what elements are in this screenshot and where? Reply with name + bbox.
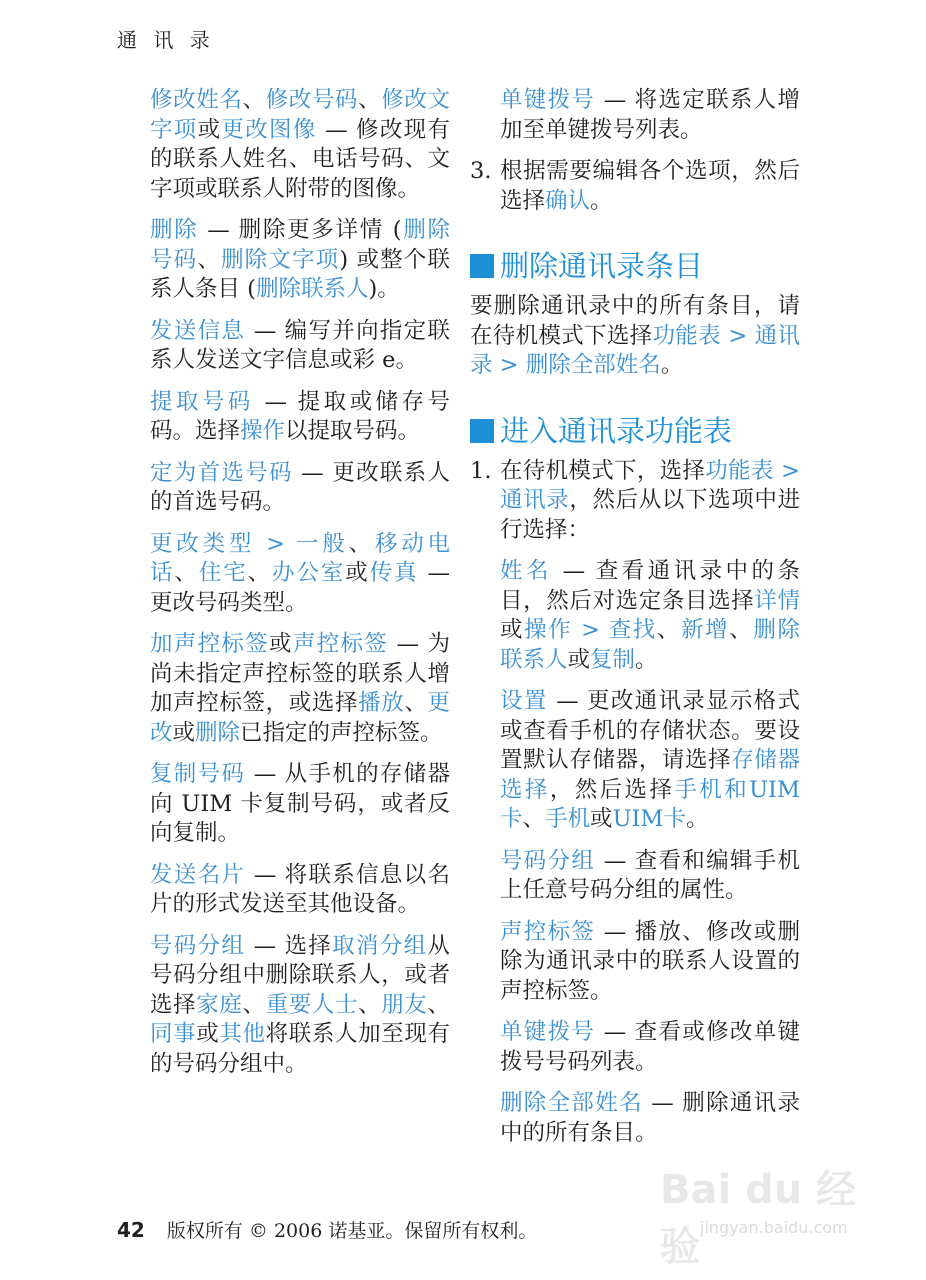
menu-term: >: [572, 617, 609, 643]
text-run: 或: [172, 719, 196, 746]
text-run: 、: [242, 991, 266, 1018]
text-run: 或: [196, 1021, 220, 1047]
paragraph: [470, 292, 800, 381]
menu-term: 更改: [150, 690, 450, 746]
menu-term: 功能表: [705, 457, 774, 484]
text-run: 根据需要编辑各个选项，然后选择: [500, 158, 800, 214]
menu-term: 删除号码: [150, 217, 450, 273]
menu-term: 移动电话: [150, 530, 450, 586]
menu-term: 通讯录: [500, 487, 570, 513]
menu-term: 更改类型: [150, 530, 256, 557]
option-item: [470, 918, 800, 1007]
menu-term: 发送信息: [150, 317, 246, 344]
text-run: — 选择: [245, 932, 333, 959]
section-heading-text: 删除通讯录条目: [500, 249, 704, 283]
menu-term: 修改姓名: [150, 87, 243, 113]
watermark-url: jingyan.baidu.com: [700, 1218, 848, 1237]
paragraph: [150, 530, 450, 619]
menu-term: 详情: [754, 587, 800, 614]
text-run: 、: [348, 530, 375, 557]
text-run: — 播放、修改或删除为通讯录中的联系人设置的声控标签。: [500, 918, 800, 1004]
menu-term: 传真: [369, 560, 419, 586]
menu-term: 功能表: [652, 322, 721, 349]
text-run: 从号码分组中删除联系人，或者选择: [150, 932, 450, 1018]
menu-term: 存储器选择: [500, 747, 800, 803]
baidu-logo-watermark: Bai du 经验: [660, 1167, 857, 1270]
menu-term: 通讯录: [470, 322, 800, 378]
menu-term: 声控标签: [500, 918, 596, 945]
menu-term: 加声控标签: [150, 631, 270, 657]
paragraph: [150, 317, 450, 376]
paragraph: [150, 388, 450, 447]
text-run: — 删除通讯录中的所有条目。: [500, 1090, 800, 1146]
menu-term: 删除全部姓名: [500, 1090, 643, 1116]
text-run: ，然后选择: [549, 776, 675, 803]
text-run: — 更改号码类型。: [150, 560, 450, 616]
square-bullet-icon: [470, 254, 494, 278]
watermark: [660, 1140, 880, 1270]
text-run: )。: [368, 276, 400, 302]
step-text: [500, 458, 800, 543]
paragraph: [150, 459, 450, 518]
menu-term: 号码分组: [150, 932, 246, 959]
step-number: 1.: [470, 457, 492, 484]
option-item: [470, 1018, 800, 1077]
menu-term: 复制号码: [150, 761, 246, 787]
menu-term: 复制: [590, 646, 636, 673]
paragraph: [470, 86, 800, 145]
text-run: — 修改现有的联系人姓名、电话号码、文字项或联系人附带的图像。: [150, 116, 450, 202]
menu-term: 发送名片: [150, 861, 246, 888]
menu-term: 手机: [545, 806, 591, 832]
paragraph: [150, 86, 450, 204]
section-heading: [470, 413, 800, 449]
text-run: 、: [427, 991, 450, 1018]
menu-term: >: [773, 457, 800, 484]
text-run: 。: [635, 646, 658, 673]
menu-term: 删除联系人: [500, 617, 800, 673]
menu-term: 播放: [358, 690, 405, 716]
text-run: 、: [404, 690, 428, 716]
text-run: 或: [197, 116, 222, 143]
text-run: 、: [522, 806, 546, 832]
menu-term: 单键拨号: [500, 1019, 596, 1045]
text-run: 、: [656, 617, 682, 643]
text-run: — 查看或修改单键拨号号码列表。: [500, 1019, 800, 1075]
text-run: 或: [269, 631, 293, 657]
text-run: 、: [174, 560, 199, 586]
menu-term: 删除联系人: [255, 276, 369, 302]
paragraph: [150, 760, 450, 849]
paragraph: [150, 216, 450, 305]
text-run: 或: [590, 806, 613, 832]
menu-term: 声控标签: [292, 631, 389, 657]
text-run: — 将选定联系人增加至单键拨号列表。: [500, 87, 800, 143]
paragraph: [150, 932, 450, 1080]
paragraph: [150, 630, 450, 748]
text-run: 或: [345, 560, 370, 586]
text-run: 、: [242, 87, 266, 113]
text-run: 以提取号码。: [285, 418, 421, 444]
menu-term: 删除: [195, 719, 241, 746]
option-item: [470, 847, 800, 906]
text-run: 或: [500, 617, 525, 643]
menu-term: >: [720, 322, 755, 349]
menu-term: 修改号码: [265, 87, 359, 113]
numbered-step: [470, 457, 800, 546]
menu-term: 重要人士: [265, 991, 359, 1018]
numbered-step: [470, 157, 800, 216]
text-run: 、: [197, 246, 222, 273]
menu-term: 姓名: [500, 558, 552, 584]
running-header: 通 讯 录: [117, 28, 215, 52]
text-run: — 更改通讯录显示格式或查看手机的存储状态。要设置默认存储器，请选择: [500, 688, 800, 773]
menu-term: 删除: [150, 217, 199, 243]
text-run: — 编写并向指定联系人发送文字信息或彩 e。: [150, 317, 450, 373]
menu-term: 删除全部姓名: [525, 352, 661, 378]
menu-term: 删除文字项: [221, 246, 340, 273]
menu-term: 取消分组: [332, 932, 428, 959]
text-run: — 为尚未指定声控标签的联系人增加声控标签，或选择: [150, 631, 450, 716]
menu-term: >: [255, 530, 296, 557]
text-run: ) 或整个联系人条目 (: [150, 246, 450, 302]
menu-term: 办公室: [272, 560, 346, 586]
right-column: [470, 86, 800, 1160]
menu-term: 修改文字项: [150, 87, 450, 143]
option-item: [470, 687, 800, 835]
menu-term: 查找: [608, 617, 657, 643]
menu-term: 一般: [295, 530, 349, 557]
text-run: 在待机模式下，选择: [500, 457, 706, 484]
text-run: 、: [358, 991, 382, 1018]
text-run: — 查看和编辑手机上任意号码分组的属性。: [500, 847, 800, 903]
menu-term: 住宅: [198, 560, 248, 586]
page-number: 42: [117, 1218, 145, 1242]
menu-term: 家庭: [196, 991, 243, 1018]
section-heading-text: 进入通讯录功能表: [500, 413, 733, 448]
menu-term: 定为首选号码: [150, 459, 293, 486]
page-footer: [117, 1216, 537, 1243]
menu-term: 手机和UIM卡: [500, 776, 800, 832]
text-run: 。: [660, 352, 684, 378]
text-run: — 提取或储存号码。选择: [150, 388, 450, 444]
text-run: — 从手机的存储器向 UIM 卡复制号码，或者反向复制。: [150, 761, 450, 846]
section-heading: [470, 248, 800, 284]
menu-term: 更改图像: [221, 116, 317, 143]
step-number: 3.: [470, 158, 492, 184]
text-run: 要删除通讯录中的所有条目，请在待机模式下选择: [470, 293, 800, 349]
text-run: ，然后从以下选项中进行选择：: [500, 487, 800, 543]
menu-term: 单键拨号: [500, 87, 596, 113]
text-run: 、: [358, 87, 382, 113]
menu-term: 操作: [240, 418, 286, 444]
text-run: 。: [590, 187, 613, 214]
left-column: [150, 86, 450, 1091]
menu-term: 其他: [219, 1021, 266, 1047]
menu-term: 提取号码: [150, 388, 254, 415]
text-run: — 删除更多详情 (: [198, 217, 402, 243]
menu-term: 号码分组: [500, 847, 596, 874]
menu-term: 同事: [150, 1021, 197, 1047]
text-run: — 将联系信息以名片的形式发送至其他设备。: [150, 861, 450, 917]
copyright-text: 版权所有 © 2006 诺基亚。保留所有权利。: [166, 1220, 538, 1242]
menu-term: 新增: [681, 617, 730, 643]
text-run: 、: [247, 560, 273, 586]
text-run: 、: [729, 617, 754, 643]
text-run: — 更改联系人的首选号码。: [150, 459, 450, 515]
menu-term: >: [492, 352, 526, 378]
text-run: 或: [567, 646, 591, 673]
menu-term: 操作: [524, 617, 573, 643]
menu-term: 朋友: [381, 991, 428, 1018]
option-item: [470, 557, 800, 675]
text-run: — 查看通讯录中的条目，然后对选定条目选择: [500, 558, 800, 614]
text-run: 。: [685, 806, 709, 832]
menu-term: UIM卡: [612, 806, 686, 832]
menu-term: 设置: [500, 688, 548, 714]
text-run: 已指定的声控标签。: [240, 719, 443, 746]
text-run: 将联系人加至现有的号码分组中。: [150, 1021, 450, 1077]
step-text: [500, 158, 800, 214]
square-bullet-icon: [470, 419, 494, 443]
menu-term: 确认: [545, 187, 591, 214]
paragraph: [150, 861, 450, 920]
